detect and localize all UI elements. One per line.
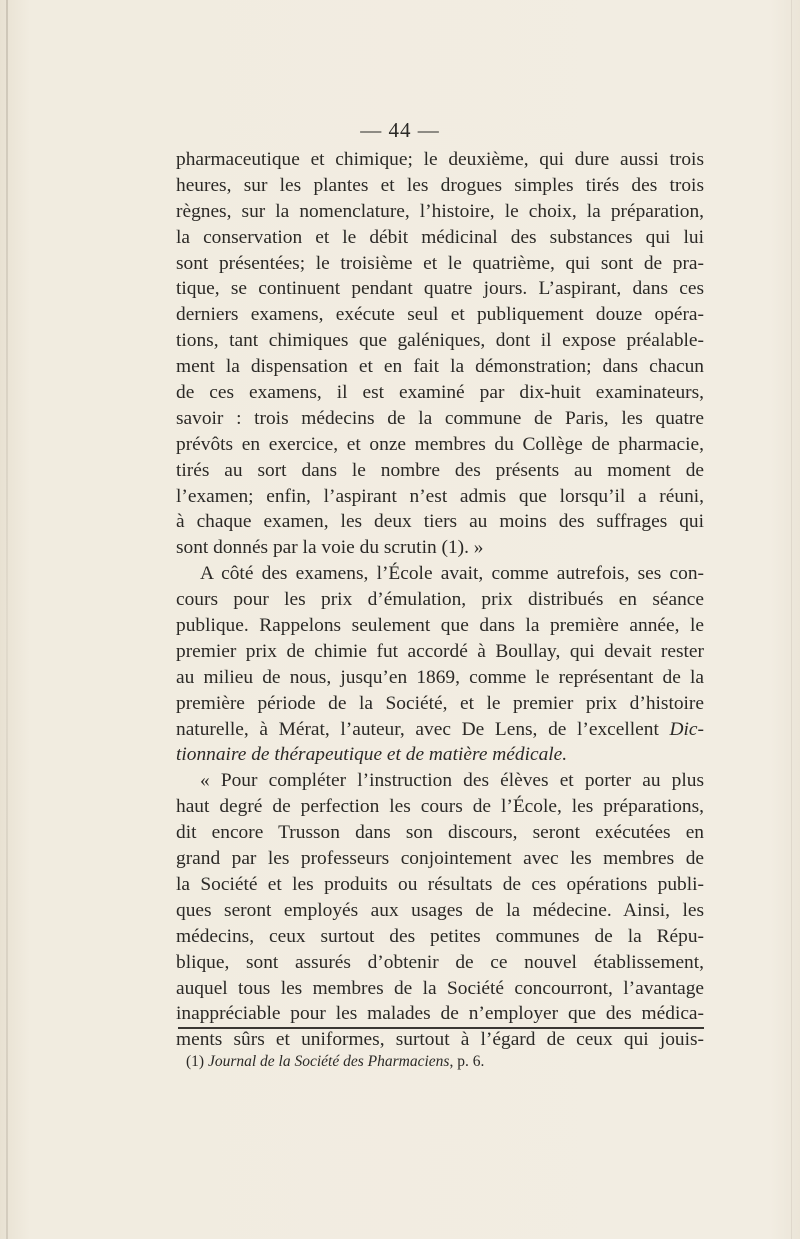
italic-title-line — [176, 742, 704, 768]
italic-title-start: Dic- — [669, 718, 704, 740]
text-line-with-italic — [176, 717, 704, 743]
text-line: tirés au sort dans le nombre des présents au moment de — [176, 459, 704, 481]
text-line: sont donnés par la voie du scrutin (1). » — [176, 537, 484, 559]
text-line: haut degré de perfection les cours de l’École, les préparations, — [176, 796, 704, 818]
text-line: ques seront employés aux usages de la médecine. Ainsi, les — [176, 899, 704, 921]
body-text — [176, 147, 704, 1053]
page-edge-right — [791, 0, 792, 1239]
text-line: premier prix de chimie fut accordé à Boullay, qui devait rester — [176, 640, 704, 662]
text-line: ment la dispensation et en fait la démonstration; dans chacun — [176, 356, 704, 378]
text-line: de ces examens, il est examiné par dix-huit examinateurs, — [176, 382, 704, 404]
text-line: première période de la Société, et le premier prix d’histoire — [176, 692, 704, 714]
text-line: cours pour les prix d’émulation, prix distribués en séance — [176, 589, 704, 611]
text-line: tions, tant chimiques que galéniques, dont il expose préalable- — [176, 330, 704, 352]
text-line: la conservation et le débit médicinal des substances qui lui — [176, 226, 704, 248]
text-line: règnes, sur la nomenclature, l’histoire, le choix, la préparation, — [176, 200, 704, 222]
footnote — [186, 1053, 484, 1071]
text-line: inappréciable pour les malades de n’employer que des médica- — [176, 1003, 704, 1025]
page-edge-left — [6, 0, 8, 1239]
text-line: l’examen; enfin, l’aspirant n’est admis que lorsqu’il a réuni, — [176, 485, 704, 507]
text-line: savoir : trois médecins de la commune de Paris, les quatre — [176, 407, 704, 429]
page-number: — 44 — — [360, 118, 440, 142]
text-line: grand par les professeurs conjointement avec les membres de — [176, 848, 704, 870]
text-line: médecins, ceux surtout des petites communes de la Répu- — [176, 925, 704, 947]
text-line: derniers examens, exécute seul et publiquement douze opéra- — [176, 304, 704, 326]
footnote-marker: (1) — [186, 1053, 205, 1070]
text-line: au milieu de nous, jusqu’en 1869, comme le représentant de la — [176, 666, 704, 688]
footnote-page-ref: , p. 6. — [449, 1053, 485, 1070]
text-line: pharmaceutique et chimique; le deuxième, qui dure aussi trois — [176, 149, 704, 170]
text-line: heures, sur les plantes et les drogues simples tirés des trois — [176, 174, 704, 196]
text-line: ments sûrs et uniformes, surtout à l’égard de ceux qui jouis- — [176, 1029, 704, 1051]
italic-title-end: tionnaire de thérapeutique et de matière médicale. — [176, 744, 568, 766]
text-line: « Pour compléter l’instruction des élèves et porter au plus — [200, 770, 704, 792]
text-segment: naturelle, à Mérat, l’auteur, avec De Lens, de l’excellent — [176, 718, 659, 740]
text-line: publique. Rappelons seulement que dans la première année, le — [176, 615, 704, 637]
text-line: A côté des examens, l’École avait, comme autrefois, ses con- — [200, 563, 704, 585]
text-line: à chaque examen, les deux tiers au moins des suffrages qui — [176, 511, 704, 533]
footnote-source: Journal de la Société des Pharmaciens — [207, 1053, 450, 1070]
text-line: tique, se continuent pendant quatre jours. L’aspirant, dans ces — [176, 278, 704, 300]
text-line: prévôts en exercice, et onze membres du Collège de pharmacie, — [176, 433, 704, 455]
text-line: dit encore Trusson dans son discours, seront exécutées en — [176, 822, 704, 844]
footnote-separator — [178, 1027, 704, 1029]
text-line: la Société et les produits ou résultats de ces opérations publi- — [176, 873, 704, 895]
text-line: sont présentées; le troisième et le quatrième, qui sont de pra- — [176, 252, 704, 274]
text-line: blique, sont assurés d’obtenir de ce nouvel établissement, — [176, 951, 704, 973]
text-line: auquel tous les membres de la Société concourront, l’avantage — [176, 977, 704, 999]
